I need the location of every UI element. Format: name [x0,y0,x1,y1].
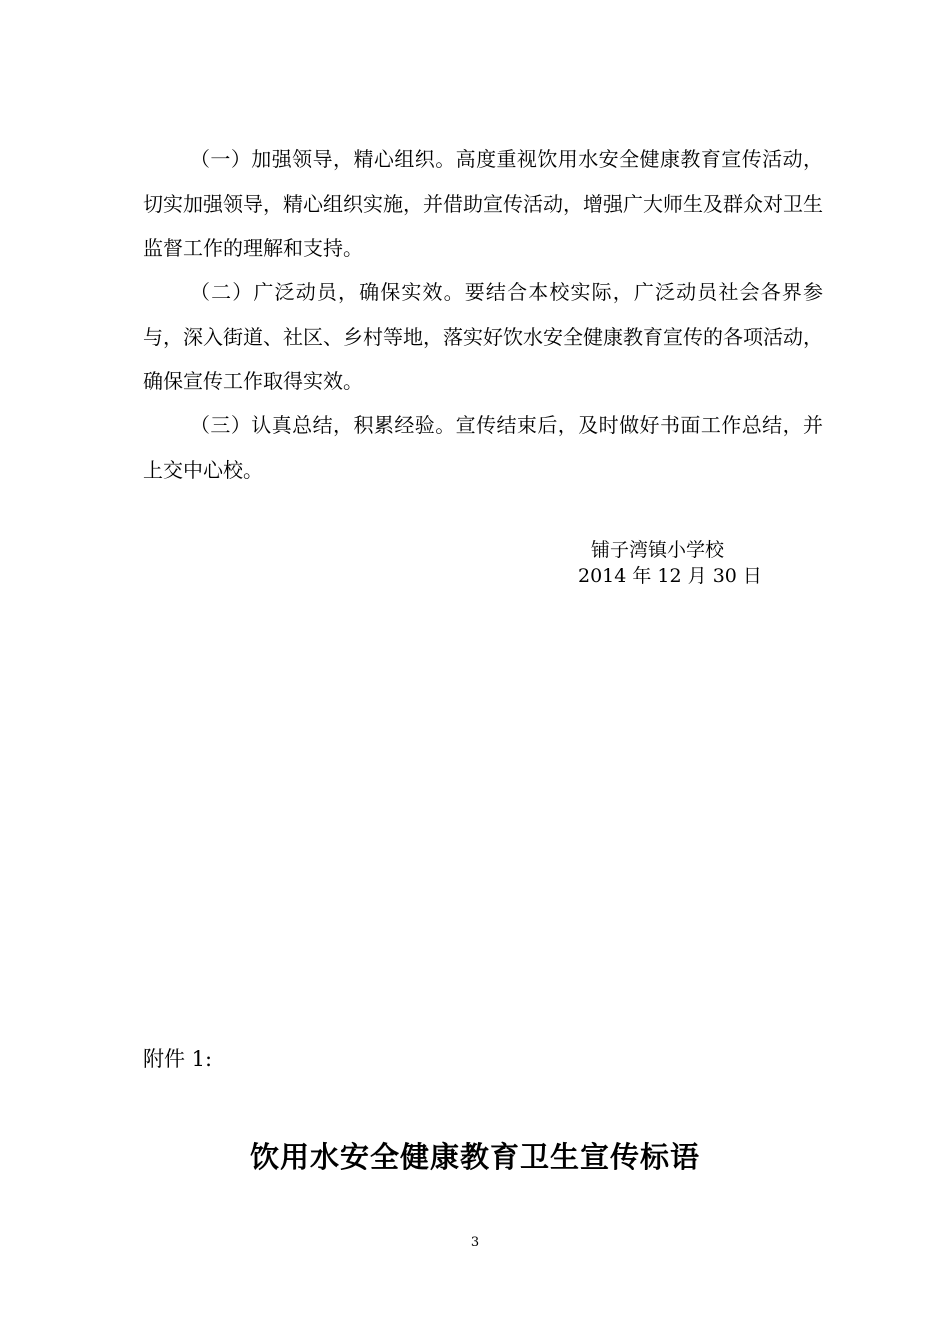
slogan-title: 饮用水安全健康教育卫生宣传标语 [249,1140,700,1174]
paragraph-mobilization: （二）广泛动员，确保实效。要结合本校实际，广泛动员社会各界参与，深入街道、社区、乡村等地，落实好饮水安全健康教育宣传的各项活动，确保宣传工作取得实效。 [143,280,823,393]
annex-label: 附件 1: [143,1047,213,1071]
page-number: 3 [470,1235,480,1250]
paragraph-leadership: （一）加强领导，精心组织。高度重视饮用水安全健康教育宣传活动，切实加强领导，精心组织实施，并借助宣传活动，增强广大师生及群众对卫生监督工作的理解和支持。 [143,147,823,260]
signature-date: 2014 年 12 月 30 日 [578,565,762,587]
paragraph-summary: （三）认真总结，积累经验。宣传结束后，及时做好书面工作总结，并上交中心校。 [143,413,823,482]
signature-school: 铺子湾镇小学校 [591,539,725,561]
